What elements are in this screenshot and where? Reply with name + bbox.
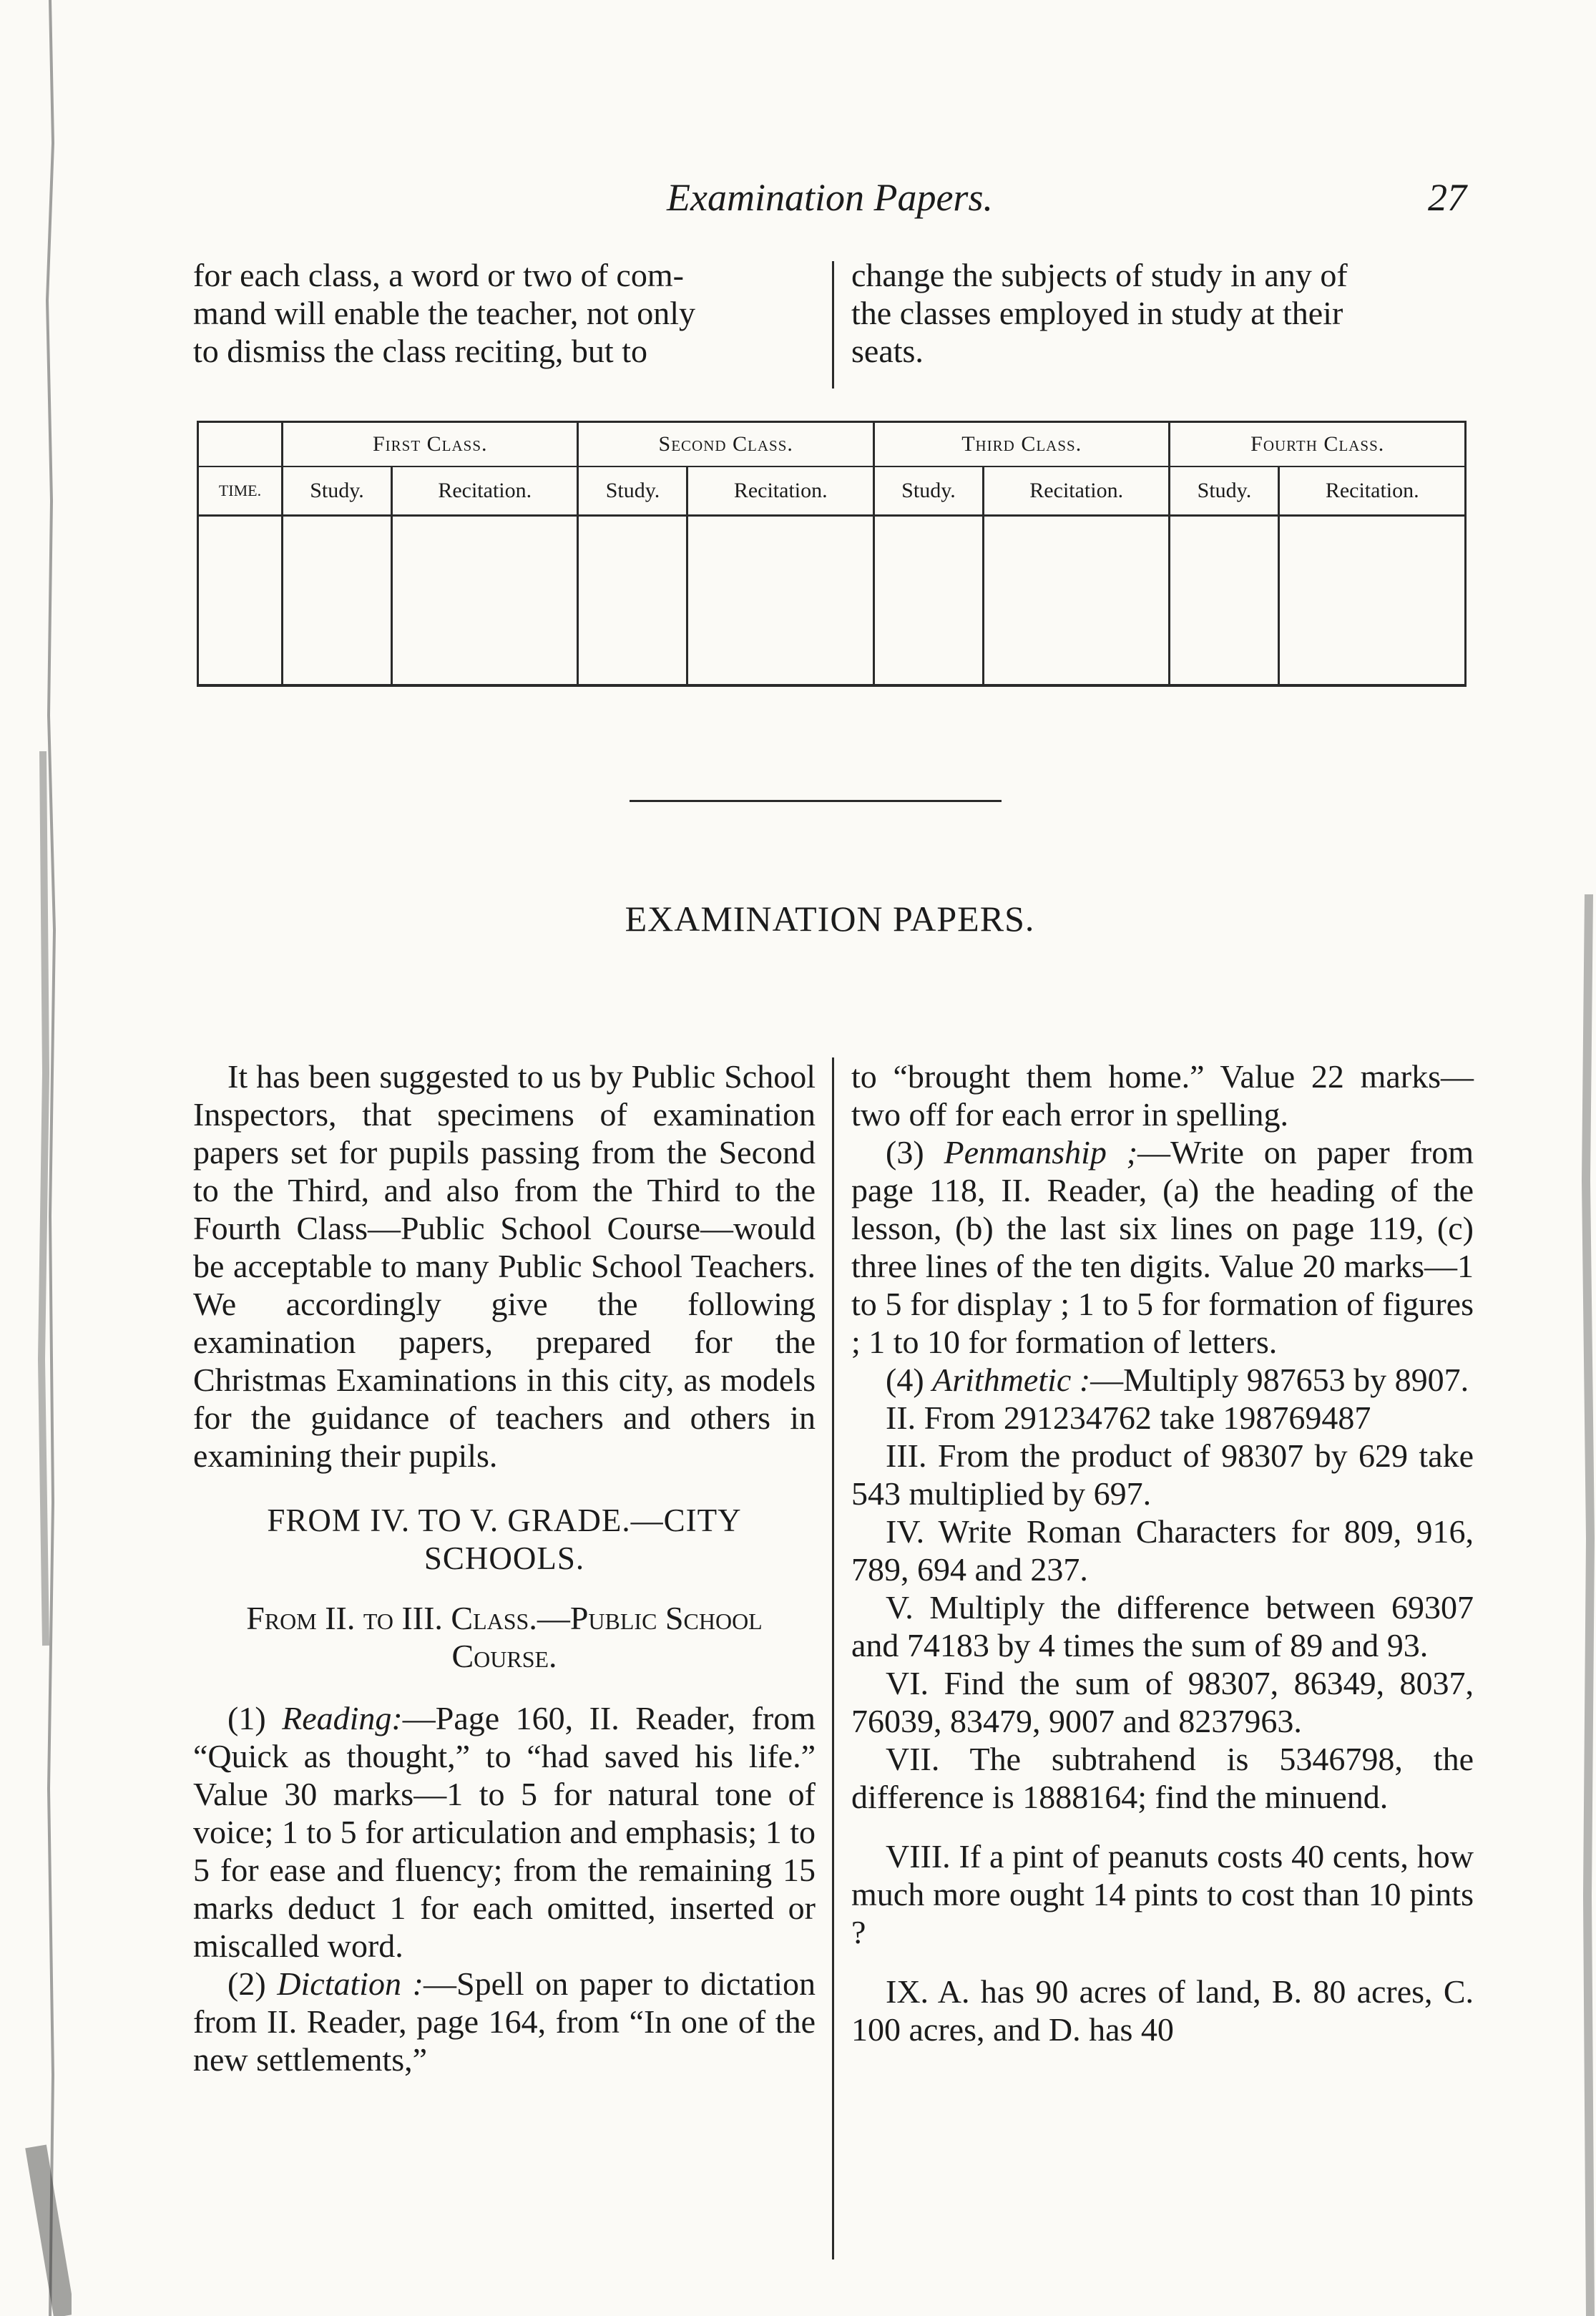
question-4: IV. Write Roman Characters for 809, 916, 789, 694 and 237. <box>851 1513 1474 1588</box>
study-label: Study. <box>283 466 392 516</box>
dictation-label: Dictation : <box>277 1965 424 2002</box>
study-label: Study. <box>1170 466 1279 516</box>
table-cell <box>198 516 283 686</box>
penmanship-number: (3) <box>886 1134 944 1171</box>
top-left-text <box>193 256 816 370</box>
dictation-number: (2) <box>227 1965 278 2002</box>
dictation-paragraph <box>193 1965 816 2078</box>
arithmetic-text: —Multiply 987653 by 8907. <box>1090 1362 1469 1398</box>
recitation-label: Recitation. <box>391 466 578 516</box>
intro-paragraph: It has been suggested to us by Public School Inspectors, that specimens of examination papers set for pupils passing from the Second to the Third, and also from the Third to the Fourth Class—Public School Course—would be acceptable to many Public School Teachers. We accordingly give the following examination papers, prepared for the Christmas Examinations in this city, as models for the guidance of teachers and others in examining their pupils. <box>193 1058 816 1474</box>
reading-text: —Page 160, II. Reader, from “Quick as thought,” to “had saved his life.” Value 30 marks—1 to 5 for natural tone of voice; 1 to 5 for articulation and emphasis; 1 to 5 for ease and fluency; from the remaining 15 marks deduct 1 for each omitted, inserted or miscalled word. <box>193 1700 816 1964</box>
recitation-label: Recitation. <box>687 466 874 516</box>
arithmetic-number: (4) <box>886 1362 933 1398</box>
study-label: Study. <box>873 466 983 516</box>
grade-heading: FROM IV. TO V. GRADE.—CITY SCHOOLS. <box>267 1503 742 1576</box>
question-3: III. From the product of 98307 by 629 take 543 multiplied by 697. <box>851 1437 1474 1512</box>
top-right-text <box>851 256 1474 370</box>
top-right-line: change the subjects of study in any of <box>851 257 1348 293</box>
first-class-header: First Class. <box>283 422 578 467</box>
class-heading: From II. to III. Class.—Public School Course. <box>246 1600 763 1674</box>
right-column <box>851 1057 1474 2048</box>
class-schedule-table <box>197 421 1467 687</box>
reading-label: Reading: <box>282 1700 403 1736</box>
section-title: EXAMINATION PAPERS. <box>625 899 1035 939</box>
top-left-line: for each class, a word or two of com- <box>193 257 684 293</box>
question-9: IX. A. has 90 acres of land, B. 80 acres, C. 100 acres, and D. has 40 <box>851 1973 1474 2048</box>
recitation-label: Recitation. <box>1279 466 1466 516</box>
question-7: VII. The subtrahend is 5346798, the difference is 1888164; find the minuend. <box>851 1741 1474 1815</box>
left-column <box>193 1057 816 2078</box>
arithmetic-paragraph <box>851 1361 1474 1399</box>
question-8: VIII. If a pint of peanuts costs 40 cents, how much more ought 14 pints to cost than 10 pints ? <box>851 1838 1474 1950</box>
recitation-label: Recitation. <box>983 466 1170 516</box>
third-class-header: Third Class. <box>873 422 1169 467</box>
table-cell <box>283 516 392 686</box>
top-right-line: seats. <box>851 333 924 369</box>
penmanship-paragraph <box>851 1133 1474 1361</box>
study-label: Study. <box>578 466 687 516</box>
top-left-line: mand will enable the teacher, not only <box>193 295 695 331</box>
top-left-line: to dismiss the class reciting, but to <box>193 333 647 369</box>
arithmetic-label: Arithmetic : <box>932 1362 1091 1398</box>
reading-paragraph <box>193 1699 816 1965</box>
page-number: 27 <box>1428 176 1467 219</box>
scan-edge-left <box>21 0 72 2316</box>
penmanship-label: Penmanship ; <box>944 1134 1138 1171</box>
running-head <box>193 175 1467 233</box>
running-title: Examination Papers. <box>667 176 993 219</box>
table-cell <box>1279 516 1466 686</box>
top-right-line: the classes employed in study at their <box>851 295 1343 331</box>
table-cell <box>391 516 578 686</box>
scan-edge-right <box>1580 894 1596 2316</box>
table-cell <box>873 516 983 686</box>
dictation-continued: to “brought them home.” Value 22 marks—two off for each error in spelling. <box>851 1058 1474 1133</box>
section-divider <box>630 800 1002 802</box>
column-rule-top <box>832 261 834 389</box>
time-label: TIME. <box>198 466 283 516</box>
second-class-header: Second Class. <box>578 422 873 467</box>
question-2: II. From 291234762 take 198769487 <box>886 1399 1371 1436</box>
time-header-blank <box>198 422 283 467</box>
reading-number: (1) <box>227 1700 283 1736</box>
question-5: V. Multiply the difference between 69307 and 74183 by 4 times the sum of 89 and 93. <box>851 1589 1474 1663</box>
table-cell <box>578 516 687 686</box>
table-cell <box>983 516 1170 686</box>
table-cell <box>1170 516 1279 686</box>
question-6: VI. Find the sum of 98307, 86349, 8037, 76039, 83479, 9007 and 8237963. <box>851 1665 1474 1739</box>
dictation-text: —Spell on paper to dictation from II. Reader, page 164, from “In one of the new settlements,” <box>193 1965 816 2078</box>
penmanship-text: —Write on paper from page 118, II. Reader, (a) the heading of the lesson, (b) the last six lines on page 119, (c) three lines of the ten digits. Value 20 marks—1 to 5 for display ; 1 to 5 for formation of figures ; 1 to 10 for formation of letters. <box>851 1134 1474 1360</box>
column-rule-main <box>832 1057 834 2259</box>
fourth-class-header: Fourth Class. <box>1170 422 1466 467</box>
table-cell <box>687 516 874 686</box>
